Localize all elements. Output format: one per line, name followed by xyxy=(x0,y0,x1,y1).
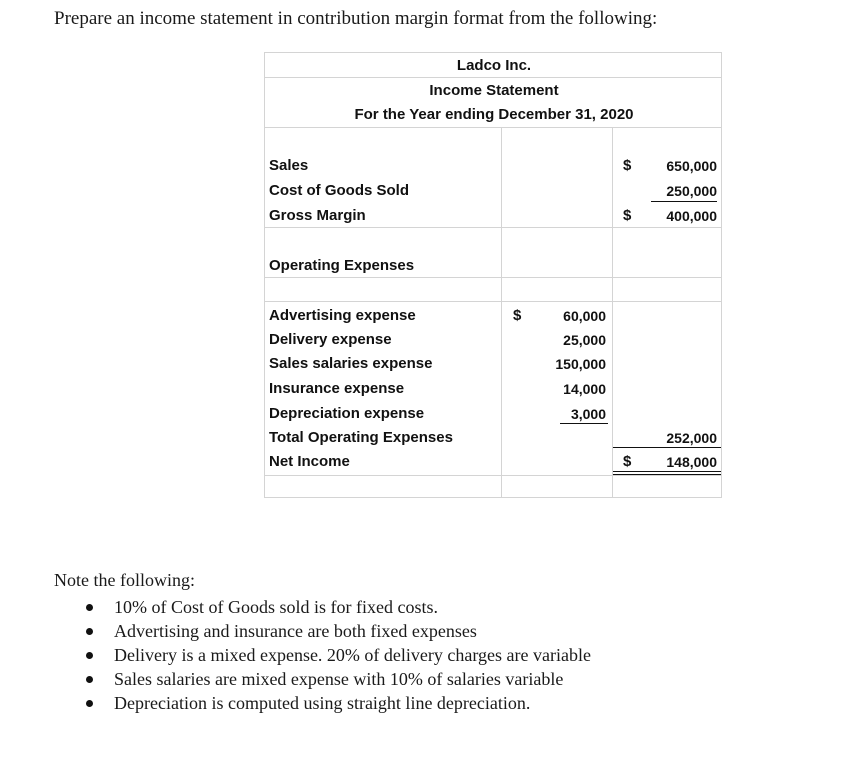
bullet-icon xyxy=(86,652,93,659)
grid-line xyxy=(265,227,721,228)
note-text: Delivery is a mixed expense. 20% of delivery charges are variable xyxy=(114,645,591,665)
expense-value: 14,000 xyxy=(563,381,606,397)
opex-header: Operating Expenses xyxy=(269,257,415,274)
grid-line xyxy=(265,301,721,302)
income-statement-table xyxy=(264,52,722,498)
grid-line xyxy=(265,127,721,128)
note-text: Sales salaries are mixed expense with 10% of salaries variable xyxy=(114,669,564,689)
list-item xyxy=(86,644,591,668)
net-income-value: 148,000 xyxy=(666,454,717,470)
bullet-icon xyxy=(86,604,93,611)
total-opex-label: Total Operating Expenses xyxy=(269,429,453,446)
total-opex-value: 252,000 xyxy=(666,430,717,446)
list-item xyxy=(86,668,591,692)
gross-margin-currency: $ xyxy=(623,207,632,224)
gross-margin-value: 400,000 xyxy=(666,208,717,224)
underline xyxy=(560,423,608,424)
note-text: 10% of Cost of Goods sold is for fixed costs. xyxy=(114,597,438,617)
net-income-label: Net Income xyxy=(269,453,350,470)
cogs-label: Cost of Goods Sold xyxy=(269,182,409,199)
expense-value: 60,000 xyxy=(563,308,606,324)
statement-period: For the Year ending December 31, 2020 xyxy=(354,106,634,123)
note-text: Depreciation is computed using straight line depreciation. xyxy=(114,693,531,713)
list-item xyxy=(86,692,591,716)
bullet-icon xyxy=(86,628,93,635)
expense-currency: $ xyxy=(513,307,522,324)
grid-line xyxy=(501,127,502,497)
question-prompt: Prepare an income statement in contribution margin format from the following: xyxy=(54,8,658,29)
notes-title: Note the following: xyxy=(54,570,195,590)
grid-line xyxy=(265,475,721,476)
double-underline xyxy=(613,471,721,475)
sales-currency: $ xyxy=(623,157,632,174)
sales-label: Sales xyxy=(269,157,309,174)
cogs-value: 250,000 xyxy=(666,183,717,199)
company-name: Ladco Inc. xyxy=(456,57,532,74)
expense-label: Insurance expense xyxy=(269,380,405,397)
note-text: Advertising and insurance are both fixed expenses xyxy=(114,621,477,641)
expense-value: 3,000 xyxy=(570,406,606,422)
statement-title: Income Statement xyxy=(429,82,559,99)
expense-label: Delivery expense xyxy=(269,331,392,348)
bullet-icon xyxy=(86,700,93,707)
bullet-icon xyxy=(86,676,93,683)
list-item xyxy=(86,620,591,644)
expense-value: 25,000 xyxy=(563,332,606,348)
grid-line xyxy=(265,277,721,278)
gross-margin-label: Gross Margin xyxy=(269,207,366,224)
expense-label: Advertising expense xyxy=(269,307,416,324)
expense-label: Sales salaries expense xyxy=(269,355,433,372)
underline xyxy=(651,201,717,202)
list-item xyxy=(86,596,591,620)
notes-list xyxy=(86,596,591,716)
net-income-currency: $ xyxy=(623,453,632,470)
grid-line xyxy=(612,127,613,497)
underline xyxy=(613,447,721,448)
sales-value: 650,000 xyxy=(666,158,717,174)
expense-label: Depreciation expense xyxy=(269,405,425,422)
grid-line xyxy=(265,77,721,78)
expense-value: 150,000 xyxy=(555,356,606,372)
